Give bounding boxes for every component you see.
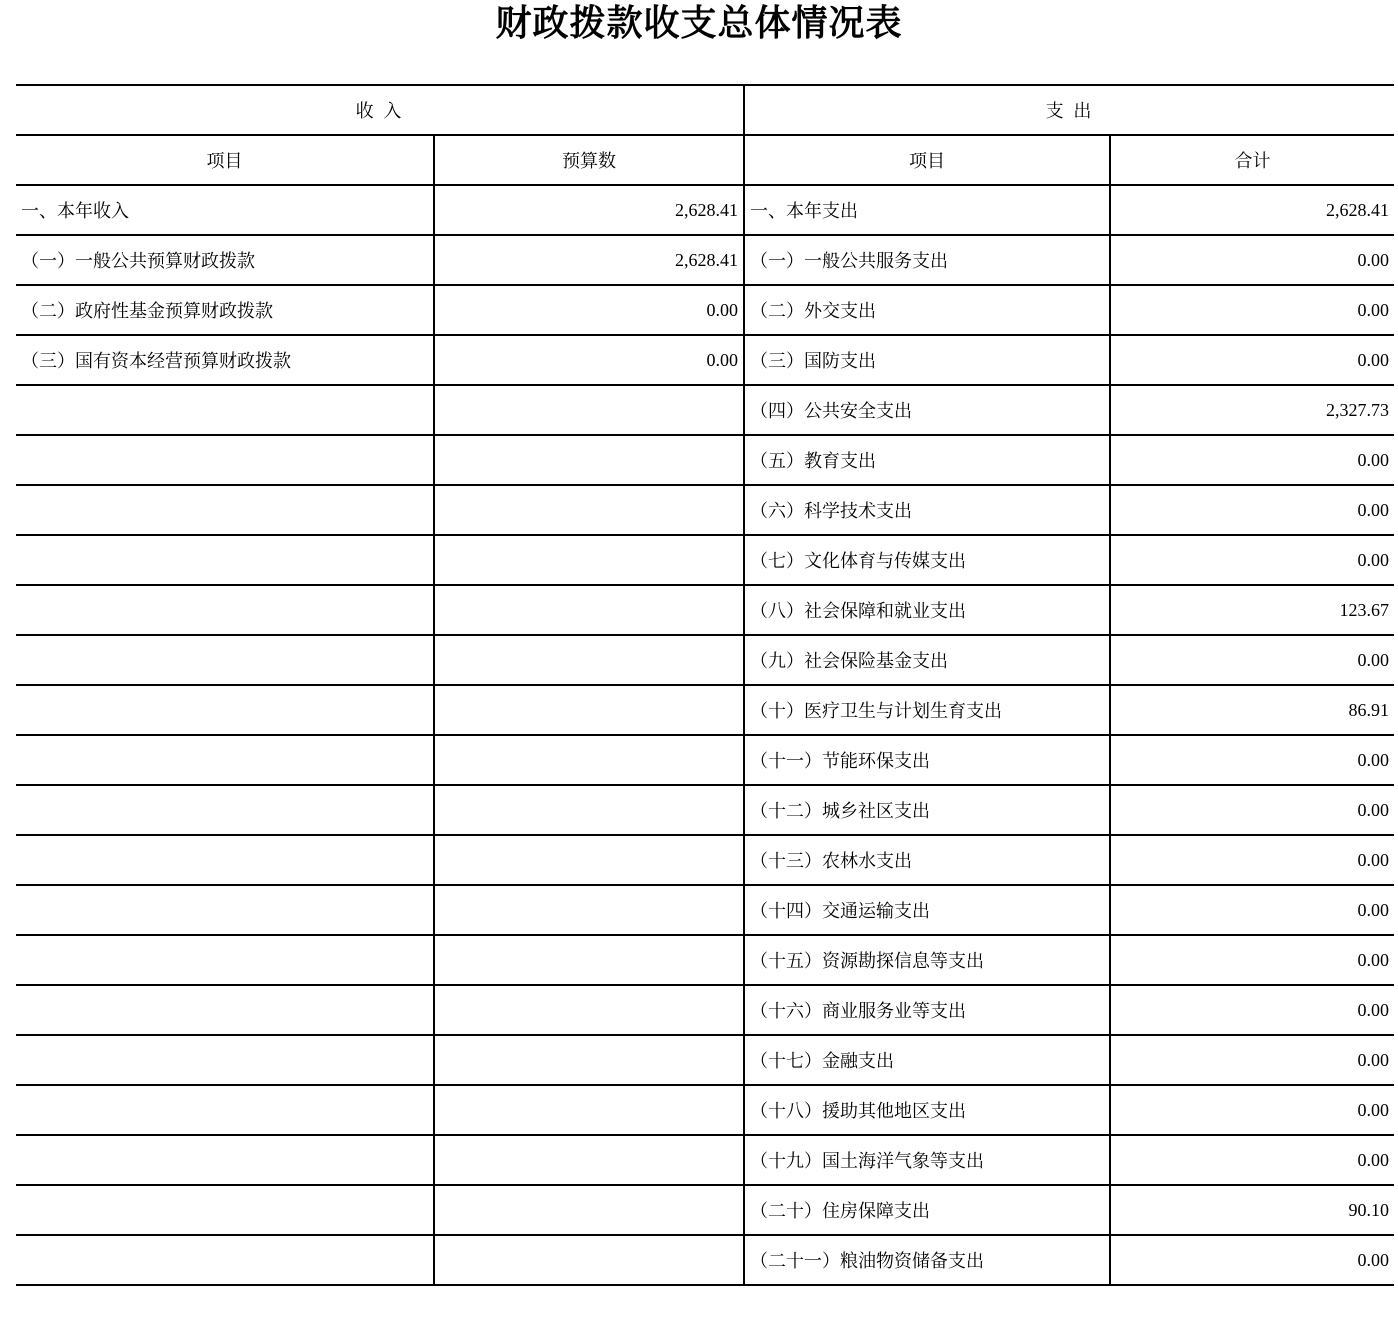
expense-total-cell: 2,628.41 (1110, 185, 1394, 235)
income-item-cell (16, 535, 434, 585)
expense-total-cell: 0.00 (1110, 1135, 1394, 1185)
income-budget-cell (434, 485, 744, 535)
expense-total-cell: 0.00 (1110, 1035, 1394, 1085)
income-budget-cell (434, 1035, 744, 1085)
expense-total-cell: 0.00 (1110, 285, 1394, 335)
expense-total-cell: 0.00 (1110, 485, 1394, 535)
table-row (16, 235, 1394, 285)
expense-item-cell: （八）社会保障和就业支出 (744, 585, 1110, 635)
income-item-cell: （一）一般公共预算财政拨款 (16, 235, 434, 285)
income-item-cell (16, 585, 434, 635)
income-item-cell (16, 835, 434, 885)
expense-total-cell: 0.00 (1110, 735, 1394, 785)
table-row (16, 685, 1394, 735)
table-row (16, 835, 1394, 885)
income-budget-cell (434, 635, 744, 685)
expense-total-cell: 90.10 (1110, 1185, 1394, 1235)
table-row (16, 935, 1394, 985)
fiscal-table (16, 84, 1394, 1286)
table-row (16, 635, 1394, 685)
expense-item-column-header: 项目 (744, 135, 1110, 185)
income-item-cell (16, 1185, 434, 1235)
income-budget-cell: 0.00 (434, 285, 744, 335)
income-item-cell (16, 885, 434, 935)
income-budget-cell (434, 1085, 744, 1135)
income-item-cell (16, 485, 434, 535)
table-row (16, 185, 1394, 235)
income-budget-cell (434, 385, 744, 435)
section-header-row (16, 85, 1394, 135)
table-row (16, 1235, 1394, 1285)
income-budget-cell (434, 985, 744, 1035)
income-budget-cell (434, 1235, 744, 1285)
income-budget-cell (434, 585, 744, 635)
table-row (16, 485, 1394, 535)
table-row (16, 985, 1394, 1035)
expense-total-cell: 0.00 (1110, 985, 1394, 1035)
income-budget-cell (434, 785, 744, 835)
table-row (16, 1185, 1394, 1235)
income-item-cell: （三）国有资本经营预算财政拨款 (16, 335, 434, 385)
income-budget-cell: 2,628.41 (434, 235, 744, 285)
expense-item-cell: （十三）农林水支出 (744, 835, 1110, 885)
income-item-cell (16, 1035, 434, 1085)
income-section-header: 收 入 (16, 85, 744, 135)
expense-item-cell: （十一）节能环保支出 (744, 735, 1110, 785)
income-item-cell (16, 1135, 434, 1185)
expense-total-cell: 0.00 (1110, 885, 1394, 935)
income-item-cell (16, 435, 434, 485)
expense-item-cell: （六）科学技术支出 (744, 485, 1110, 535)
expense-section-header: 支 出 (744, 85, 1394, 135)
income-item-cell (16, 985, 434, 1035)
expense-item-cell: （十九）国土海洋气象等支出 (744, 1135, 1110, 1185)
income-item-cell (16, 935, 434, 985)
table-row (16, 1135, 1394, 1185)
income-item-cell (16, 1085, 434, 1135)
expense-total-cell: 0.00 (1110, 535, 1394, 585)
expense-total-cell: 0.00 (1110, 335, 1394, 385)
income-item-cell: 一、本年收入 (16, 185, 434, 235)
income-budget-cell (434, 1135, 744, 1185)
expense-total-cell: 0.00 (1110, 835, 1394, 885)
expense-item-cell: （十五）资源勘探信息等支出 (744, 935, 1110, 985)
expense-item-cell: （二十）住房保障支出 (744, 1185, 1110, 1235)
expense-total-column-header: 合计 (1110, 135, 1394, 185)
income-budget-cell (434, 735, 744, 785)
table-row (16, 735, 1394, 785)
income-item-column-header: 项目 (16, 135, 434, 185)
table-row (16, 535, 1394, 585)
income-item-cell: （二）政府性基金预算财政拨款 (16, 285, 434, 335)
income-budget-cell (434, 835, 744, 885)
column-header-row (16, 135, 1394, 185)
expense-item-cell: （七）文化体育与传媒支出 (744, 535, 1110, 585)
expense-item-cell: （十八）援助其他地区支出 (744, 1085, 1110, 1135)
expense-item-cell: （十二）城乡社区支出 (744, 785, 1110, 835)
income-budget-cell (434, 885, 744, 935)
expense-total-cell: 86.91 (1110, 685, 1394, 735)
expense-total-cell: 0.00 (1110, 1235, 1394, 1285)
income-budget-cell: 2,628.41 (434, 185, 744, 235)
expense-total-cell: 0.00 (1110, 935, 1394, 985)
income-item-cell (16, 785, 434, 835)
income-budget-column-header: 预算数 (434, 135, 744, 185)
table-row (16, 785, 1394, 835)
expense-item-cell: （一）一般公共服务支出 (744, 235, 1110, 285)
expense-total-cell: 0.00 (1110, 785, 1394, 835)
table-row (16, 435, 1394, 485)
table-row (16, 285, 1394, 335)
table-row (16, 335, 1394, 385)
table-row (16, 1035, 1394, 1085)
income-budget-cell: 0.00 (434, 335, 744, 385)
expense-item-cell: （二十一）粮油物资储备支出 (744, 1235, 1110, 1285)
income-budget-cell (434, 935, 744, 985)
expense-total-cell: 2,327.73 (1110, 385, 1394, 435)
expense-item-cell: （十七）金融支出 (744, 1035, 1110, 1085)
expense-item-cell: （五）教育支出 (744, 435, 1110, 485)
expense-item-cell: （二）外交支出 (744, 285, 1110, 335)
table-row (16, 1085, 1394, 1135)
table-row (16, 585, 1394, 635)
income-item-cell (16, 735, 434, 785)
expense-total-cell: 0.00 (1110, 235, 1394, 285)
expense-item-cell: （四）公共安全支出 (744, 385, 1110, 435)
table-row (16, 385, 1394, 435)
expense-total-cell: 0.00 (1110, 435, 1394, 485)
page-title: 财政拨款收支总体情况表 (495, 3, 903, 44)
expense-item-cell: 一、本年支出 (744, 185, 1110, 235)
expense-item-cell: （十六）商业服务业等支出 (744, 985, 1110, 1035)
table-row (16, 885, 1394, 935)
table-body (16, 185, 1394, 1285)
expense-total-cell: 123.67 (1110, 585, 1394, 635)
income-budget-cell (434, 1185, 744, 1235)
income-item-cell (16, 685, 434, 735)
expense-item-cell: （十）医疗卫生与计划生育支出 (744, 685, 1110, 735)
expense-total-cell: 0.00 (1110, 1085, 1394, 1135)
income-item-cell (16, 1235, 434, 1285)
expense-total-cell: 0.00 (1110, 635, 1394, 685)
expense-item-cell: （十四）交通运输支出 (744, 885, 1110, 935)
income-budget-cell (434, 685, 744, 735)
income-budget-cell (434, 435, 744, 485)
income-budget-cell (434, 535, 744, 585)
expense-item-cell: （九）社会保险基金支出 (744, 635, 1110, 685)
income-item-cell (16, 635, 434, 685)
expense-item-cell: （三）国防支出 (744, 335, 1110, 385)
income-item-cell (16, 385, 434, 435)
